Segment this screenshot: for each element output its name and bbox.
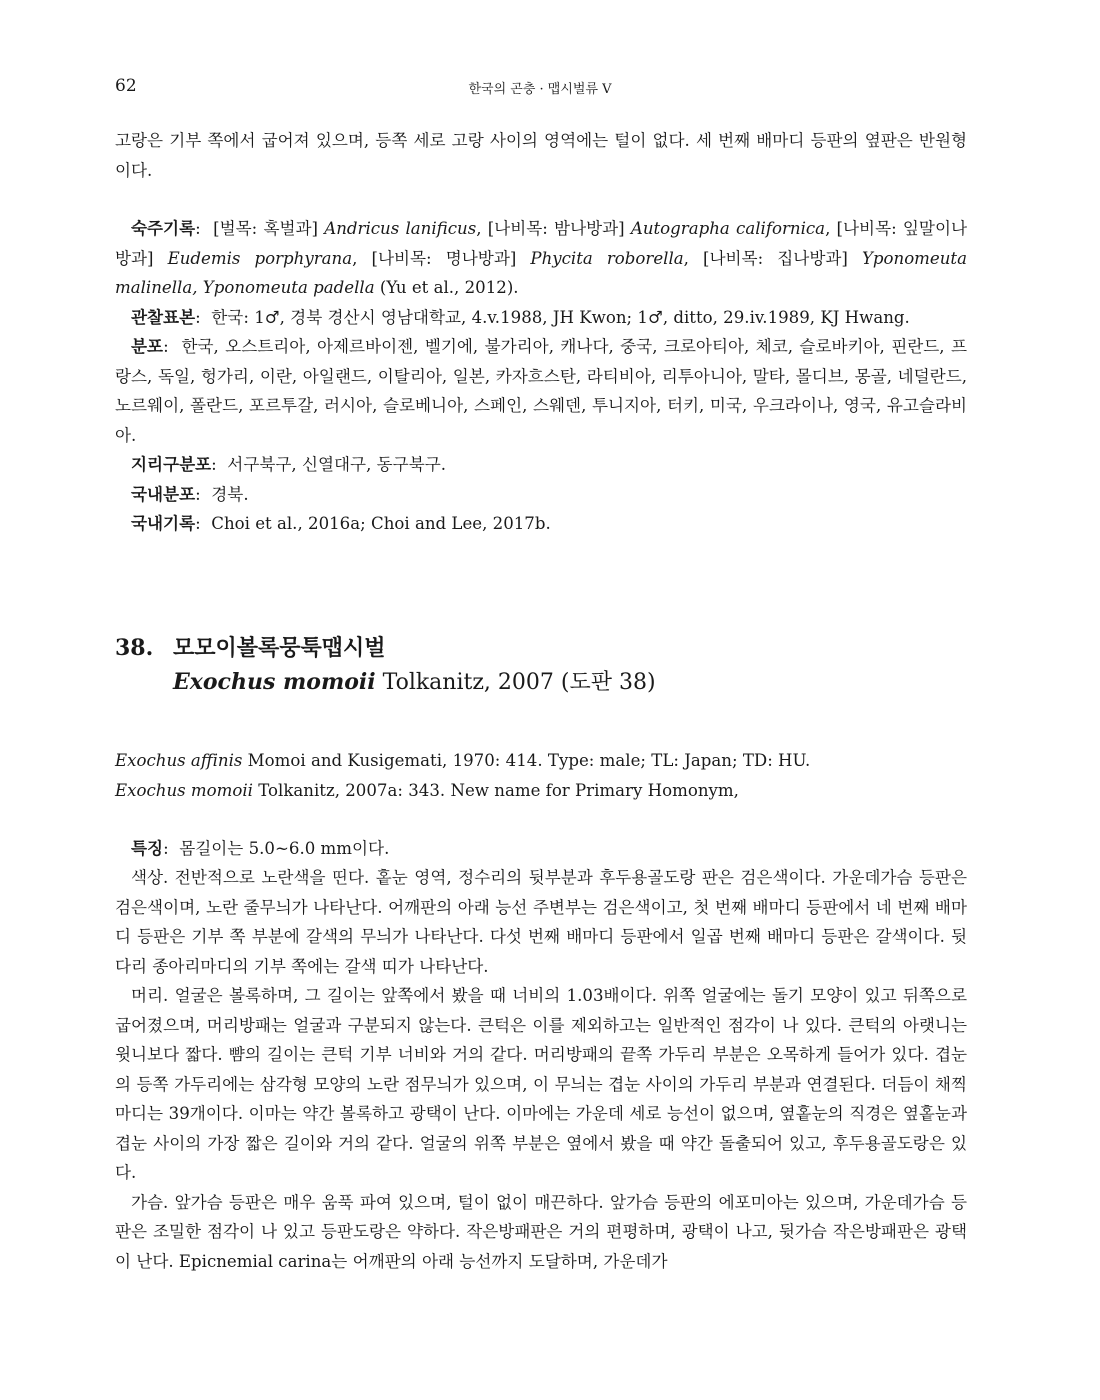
description-head: 머리. 얼굴은 볼록하며, 그 길이는 앞쪽에서 봤을 때 너비의 1.03배이다. 위쪽 얼굴에는 돌기 모양이 있고 뒤쪽으로 굽어졌으며, 머리방패는 얼굴과 구분되지 않는다. 큰턱은 이를 제외하고는 일반적인 점각이 나 있다. 큰턱의 아랫니는 윗니보다 짧다. 뺨의 길이는 큰턱 기부 너비와 거의 같다. 머리방패의 끝쪽 가두리 부분은 오목하게 들어가 있다. 겹눈의 등쪽 가두리에는 삼각형 모양의 노란 점무늬가 있으며, 이 무늬는 겹눈 사이의 가두리 부분과 연결된다. 더듬이 채찍마디는 39개이다. 이마는 약간 볼록하고 광택이 난다. 이마에는 가운데 세로 능선이 없으며, 옆홑눈의 직경은 옆홑눈과 겹눈 사이의 가장 짧은 길이와 거의 같다. 얼굴의 위쪽 부분은 옆에서 봤을 때 약간 돌출되어 있고, 후두용골도랑은 있다. bbox=[115, 986, 967, 1182]
features-label: 특징 bbox=[131, 837, 164, 858]
domestic-distribution-label: 국내분포 bbox=[131, 483, 196, 504]
specimens-label: 관찰표본 bbox=[131, 306, 196, 327]
domestic-distribution: 국내분포: 경북. bbox=[131, 483, 249, 504]
description-thorax: 가슴. 앞가슴 등판은 매우 움푹 파여 있으며, 털이 없이 매끈하다. 앞가슴 등판의 에포미아는 있으며, 가운데가슴 등판은 조밀한 점각이 나 있고 등판도랑은 약하다. 작은방패판은 거의 편평하며, 광택이 나고, 뒷가슴 작은방패판은 광택이 난다. Epicnemial carina는 어깨판의 아래 능선까지 도달하며, 가운데가 bbox=[115, 1192, 967, 1271]
features: 특징: 몸길이는 5.0~6.0 mm이다. bbox=[131, 837, 390, 858]
running-title: 한국의 곤충 · 맵시벌류 V bbox=[468, 82, 612, 97]
species-scientific-name: Exochus momoii bbox=[173, 668, 376, 695]
intro-paragraph: 고랑은 기부 쪽에서 굽어져 있으며, 등쪽 세로 고랑 사이의 영역에는 털이 없다. 세 번째 배마디 등판의 옆판은 반원형이다. bbox=[115, 131, 967, 180]
species-korean-name: 모모이볼록뭉툭맵시벌 bbox=[173, 634, 386, 661]
species-heading bbox=[115, 631, 967, 700]
host-records-label: 숙주기록 bbox=[131, 218, 196, 238]
host-species: Eudemis porphyrana bbox=[167, 248, 353, 268]
synonym-entry: Exochus affinis Momoi and Kusigemati, 1970: 414. Type: male; TL: Japan; TD: HU. bbox=[115, 750, 811, 770]
domestic-records-label: 국내기록 bbox=[131, 513, 196, 533]
species-authority: Tolkanitz, 2007 (도판 38) bbox=[375, 669, 656, 695]
species-number: 38. bbox=[115, 634, 154, 661]
description-color: 색상. 전반적으로 노란색을 띤다. 홑눈 영역, 정수리의 뒷부분과 후두용골도랑 판은 검은색이다. 가운데가슴 등판은 검은색이며, 노란 줄무늬가 나타난다. 어깨판의 아래 능선 주변부는 검은색이고, 첫 번째 배마디 등판에서 네 번째 배마디 등판은 기부 쪽 부분에 갈색의 무늬가 나타난다. 다섯 번째 배마디 등판에서 일곱 번째 배마디 등판은 갈색이다. 뒷다리 종아리마디의 기부 쪽에는 갈색 띠가 나타난다. bbox=[115, 868, 967, 976]
synonym-entry: Exochus momoii Tolkanitz, 2007a: 343. New name for Primary Homonym, bbox=[115, 780, 739, 800]
geo-distribution-label: 지리구분포 bbox=[131, 454, 212, 474]
page-body bbox=[115, 126, 967, 1276]
host-species: Andricus lanificus bbox=[324, 219, 477, 238]
geo-distribution: 지리구분포: 서구북구, 신열대구, 동구북구. bbox=[131, 454, 447, 474]
distribution: 분포: 한국, 오스트리아, 아제르바이젠, 벨기에, 불가리아, 캐나다, 중국, 크로아티아, 체코, 슬로바키아, 핀란드, 프랑스, 독일, 헝가리, 이란, 아일랜드, 이탈리아, 일본, 카자흐스탄, 라티비아, 리투아니아, 말타, 몰디브, 몽골, 네덜란드, 노르웨이, 폴란드, 포르투갈, 러시아, 슬로베니아, 스페인, 스웨덴, 투니지아, 터키, 미국, 우크라이나, 영국, 유고슬라비아. bbox=[115, 336, 968, 445]
host-species: Phycita roborella bbox=[530, 248, 684, 268]
specimens-examined: 관찰표본: 한국: 1♂, 경북 경산시 영남대학교, 4.v.1988, JH Kwon; 1♂, ditto, 29.iv.1989, KJ Hwang. bbox=[131, 306, 910, 327]
host-species: Yponomeuta malinella, Yponomeuta padella bbox=[115, 248, 967, 297]
distribution-label: 분포 bbox=[131, 336, 164, 356]
page-header bbox=[115, 76, 965, 100]
host-records: 숙주기록: [벌목: 혹벌과] Andricus lanificus, [나비목: 밤나방과] Autographa californica, [나비목: 잎말이나방과] Eudemis porphyrana, [나비목: 명나방과] Phycita roborella, [나비목: 집나방과] Yponomeuta malinella, Yponomeuta padella (Yu et al., 2012). bbox=[115, 218, 968, 297]
page-number: 62 bbox=[115, 76, 137, 96]
domestic-records: 국내기록: Choi et al., 2016a; Choi and Lee, 2017b. bbox=[131, 513, 551, 533]
host-species: Autographa californica bbox=[630, 219, 826, 238]
